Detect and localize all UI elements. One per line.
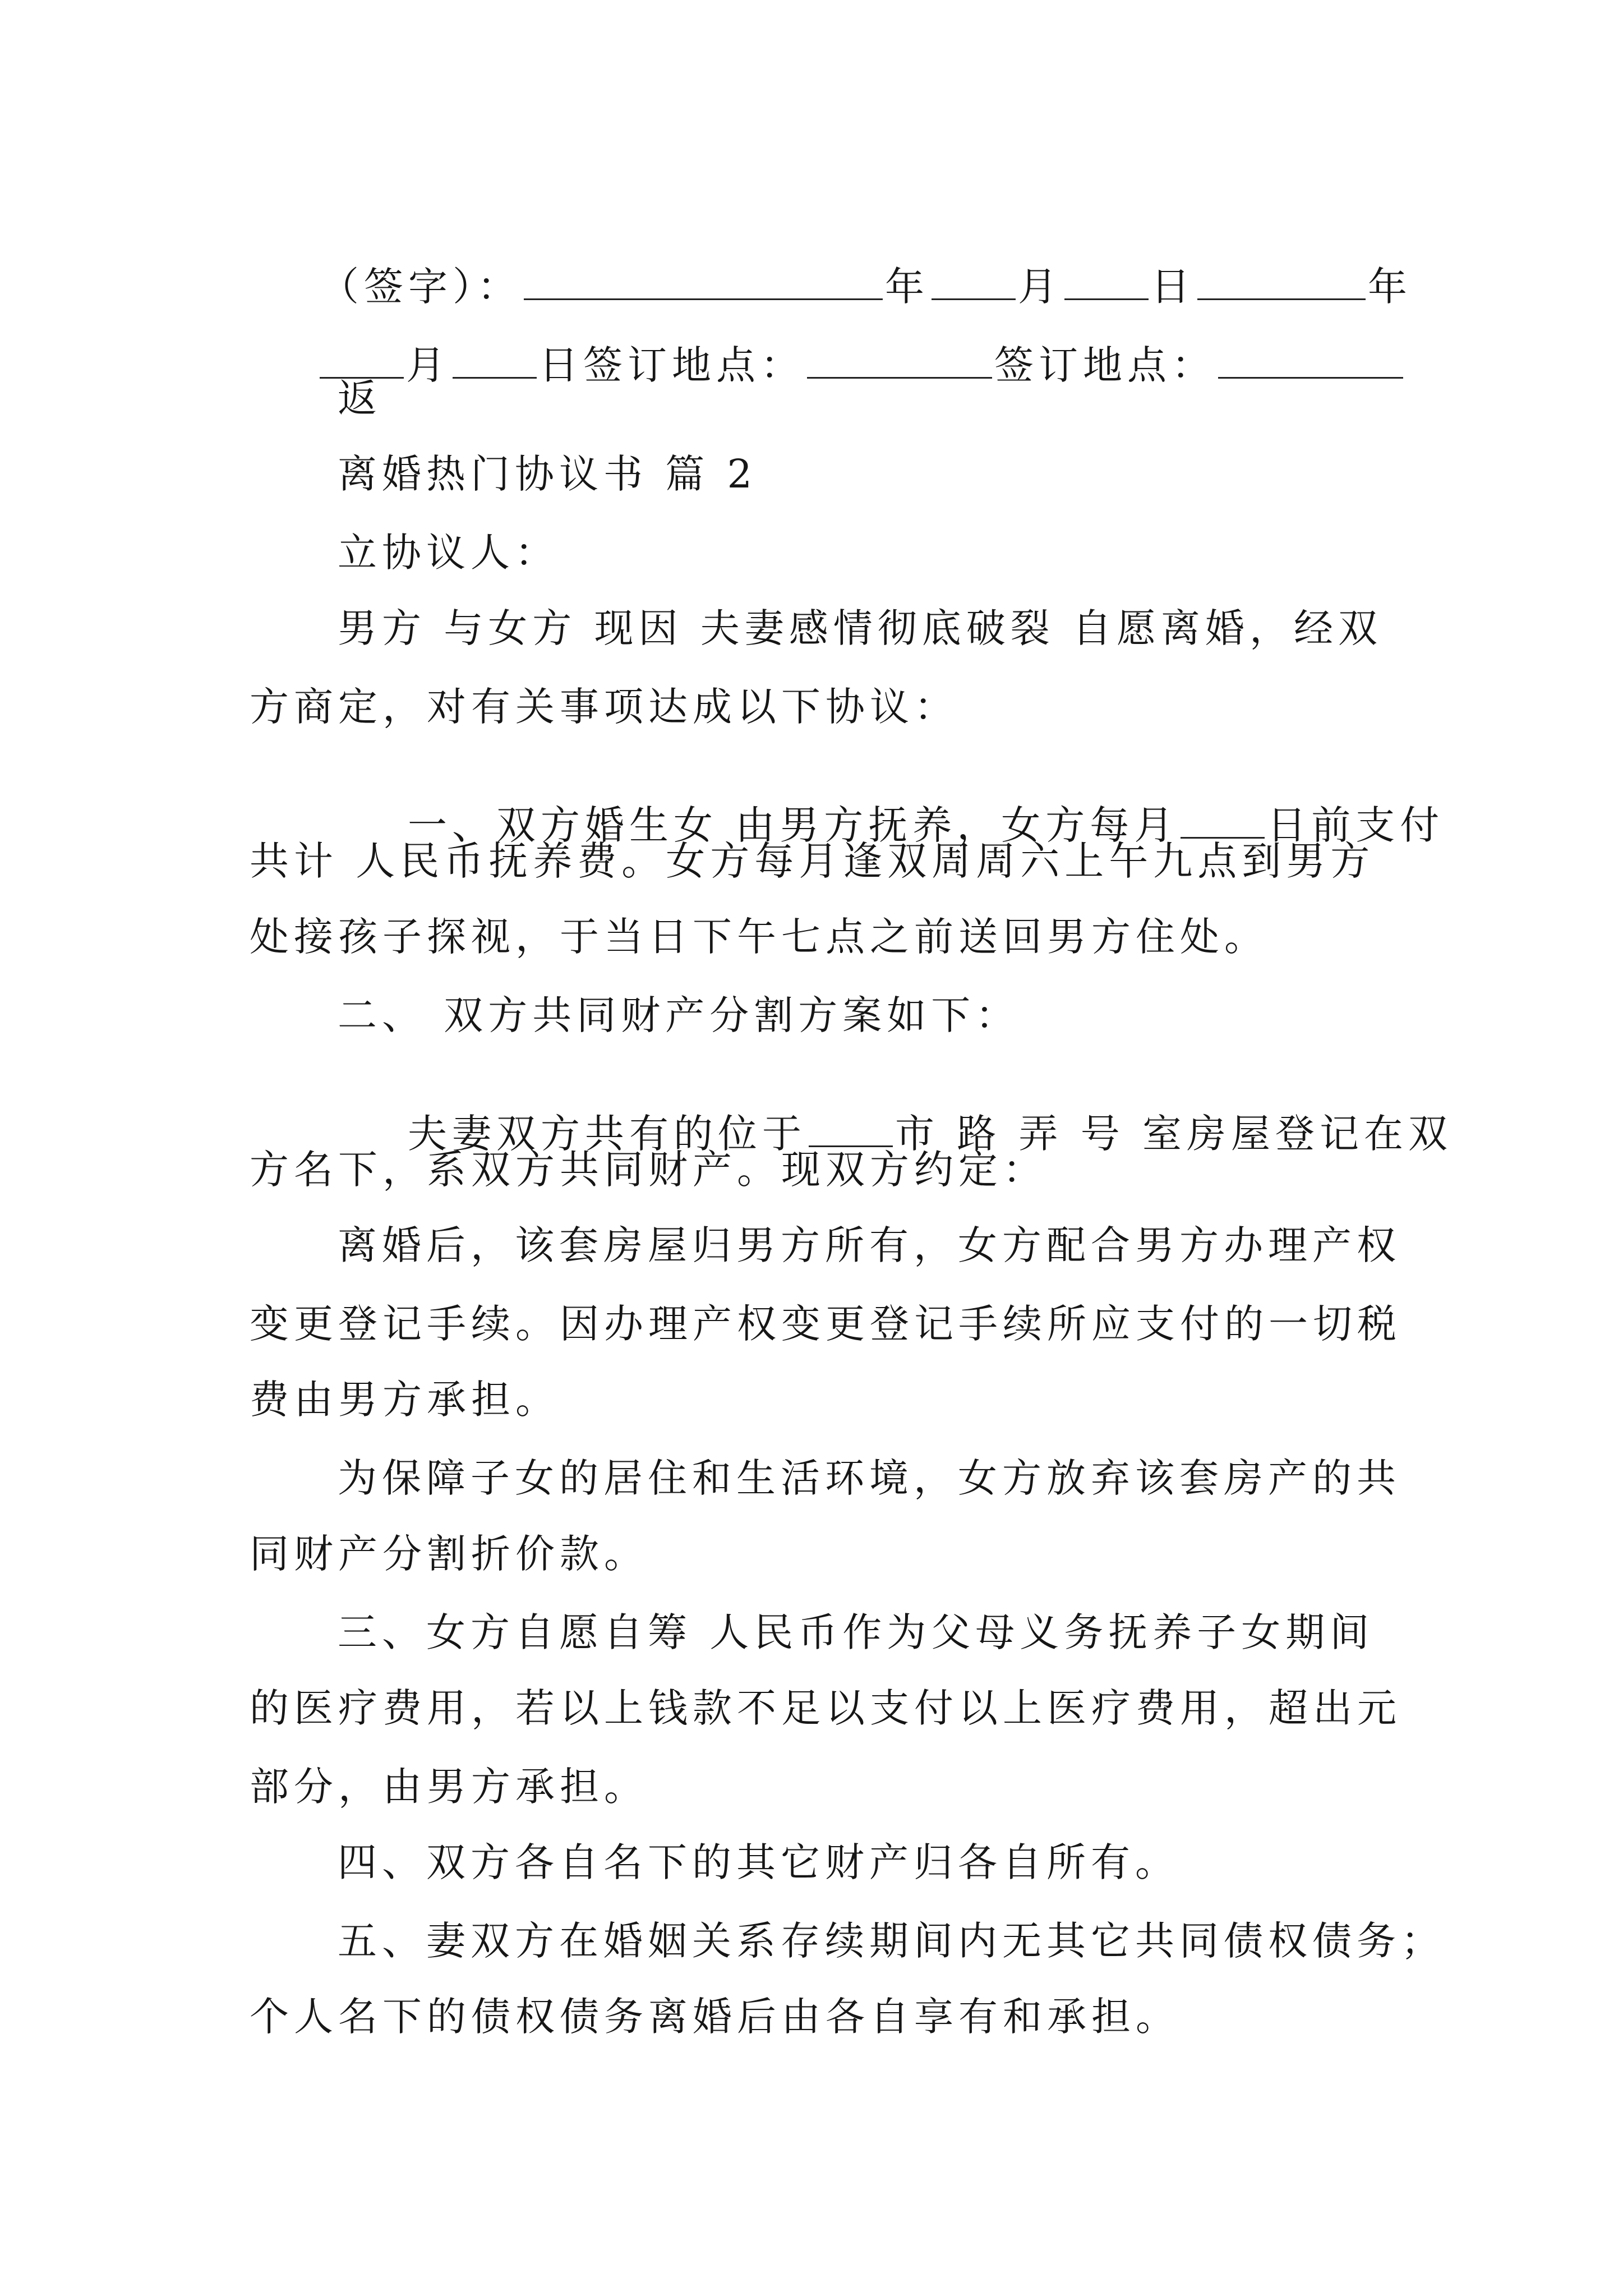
paragraph-line: 个人名下的债权债务离婚后由各自享有和承担。 bbox=[250, 1994, 1180, 2040]
paragraph-line: 离婚后，该套房屋归男方所有，女方配合男方办理产权 bbox=[338, 1222, 1401, 1268]
signature-blank[interactable] bbox=[524, 264, 883, 300]
year-blank-2[interactable] bbox=[1197, 264, 1366, 300]
signature-label: （签字）： bbox=[320, 264, 522, 310]
signing-place-label-2: 签订地点： bbox=[994, 342, 1216, 388]
paragraph-line: 费由男方承担。 bbox=[250, 1377, 560, 1423]
paragraph-line: 三、女方自愿自筹 人民币作为父母义务抚养子女期间 bbox=[338, 1609, 1375, 1655]
paragraph-line: 一、双方婚生女 由男方抚养，女方每月 日前支付 bbox=[408, 802, 1445, 848]
signing-place-blank-2[interactable] bbox=[1218, 342, 1403, 379]
paragraph-line: 的医疗费用，若以上钱款不足以支付以上医疗费用，超出元 bbox=[250, 1685, 1401, 1731]
paragraph-line: 方商定，对有关事项达成以下协议： bbox=[250, 684, 958, 730]
payment-day-blank[interactable] bbox=[1181, 802, 1265, 839]
day-blank[interactable] bbox=[1064, 264, 1149, 300]
paragraph-line: 四、双方各自名下的其它财产归各自所有。 bbox=[338, 1839, 1179, 1885]
paragraph-line: 夫妻双方共有的位于 市 路 弄 号 室房屋登记在双 bbox=[408, 1111, 1453, 1157]
day-label: 日 bbox=[1151, 264, 1196, 310]
year-label: 年 bbox=[885, 264, 930, 310]
paragraph-line: 二、 双方共同财产分割方案如下： bbox=[338, 992, 1020, 1038]
signing-place-line bbox=[250, 303, 1405, 424]
paragraph-line: 五、妻双方在婚姻关系存续期间内无其它共同债权债务； bbox=[338, 1918, 1445, 1964]
paragraph-line: 变更登记手续。因办理产权变更登记手续所应支付的一切税 bbox=[250, 1301, 1401, 1347]
month-blank[interactable] bbox=[932, 264, 1016, 300]
paragraph-line: 男方 与女方 现因 夫妻感情彻底破裂 自愿离婚，经双 bbox=[338, 605, 1383, 651]
back-link[interactable]: 返 bbox=[338, 375, 382, 421]
city-blank[interactable] bbox=[809, 1111, 893, 1147]
paragraph-line: 部分，由男方承担。 bbox=[250, 1764, 648, 1810]
month-label: 月 bbox=[1018, 264, 1063, 310]
paragraph-line: 为保障子女的居住和生活环境，女方放弃该套房产的共 bbox=[338, 1455, 1401, 1501]
signing-place-blank[interactable] bbox=[807, 342, 992, 379]
section-title: 离婚热门协议书 篇 2 bbox=[338, 451, 758, 497]
paragraph-line: 同财产分割折价款。 bbox=[250, 1531, 648, 1577]
paragraph-line: 方名下，系双方共同财产。现双方约定： bbox=[250, 1147, 1047, 1193]
signing-place-label: 日签订地点： bbox=[539, 342, 805, 388]
month-label-2: 月 bbox=[406, 342, 451, 388]
paragraph-line: 处接孩子探视，于当日下午七点之前送回男方住处。 bbox=[250, 914, 1269, 960]
paragraph-line: 共计 人民币抚养费。女方每月逢双周周六上午九点到男方 bbox=[250, 838, 1375, 884]
day-blank-2[interactable] bbox=[453, 342, 537, 379]
party-label: 立协议人： bbox=[338, 530, 559, 576]
year-label-2: 年 bbox=[1368, 264, 1413, 310]
month-blank-2[interactable] bbox=[320, 342, 404, 379]
